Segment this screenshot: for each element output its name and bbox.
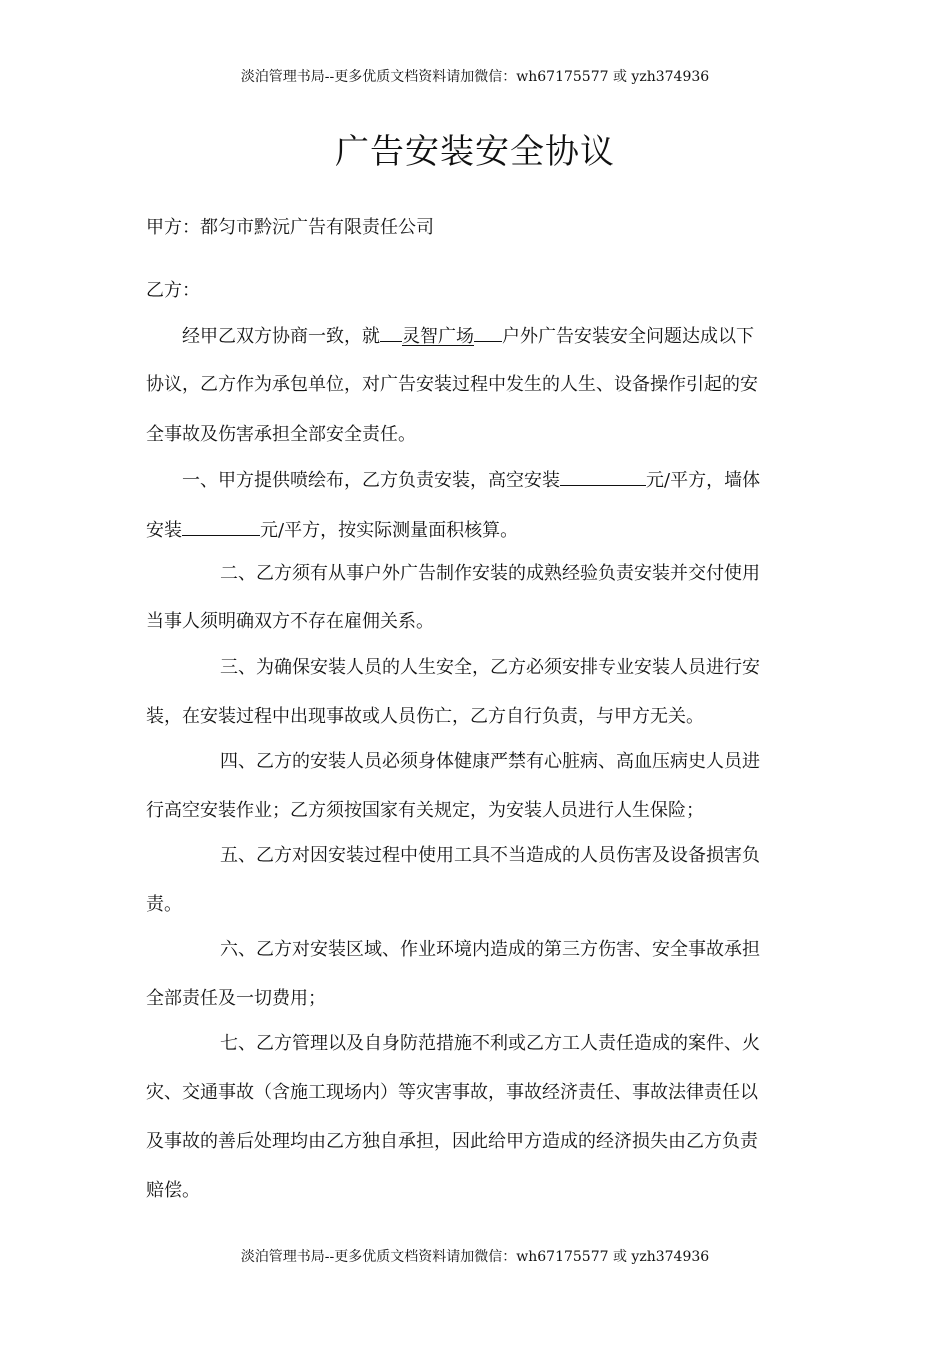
- blank-line: [474, 321, 502, 342]
- clause-1-line-1: [146, 465, 806, 495]
- price-blank-wall: [182, 515, 260, 536]
- clause-7-line-4: 赔偿。: [146, 1180, 200, 1201]
- clause-1-text-c: 安装: [146, 520, 182, 541]
- intro-line-1: [146, 321, 806, 351]
- intro-line-2: 协议，乙方作为承包单位，对广告安装过程中发生的人生、设备操作引起的安: [146, 374, 758, 395]
- clause-7-line-2: 灾、交通事故（含施工现场内）等灾害事故，事故经济责任、事故法律责任以: [146, 1082, 758, 1103]
- clause-6-line-2: 全部责任及一切费用；: [146, 988, 326, 1009]
- clause-1-text-d: 元/平方，按实际测量面积核算。: [260, 520, 519, 541]
- clause-3-line-2: 装，在安装过程中出现事故或人员伤亡，乙方自行负责，与甲方无关。: [146, 706, 704, 727]
- blank-line: [380, 321, 402, 342]
- price-blank-high: [560, 465, 646, 486]
- party-b: 乙方：: [146, 280, 200, 301]
- intro-suffix: 户外广告安装安全问题达成以下: [502, 326, 754, 347]
- party-a: 甲方：都匀市黔沅广告有限责任公司: [146, 217, 434, 238]
- clause-4-line-2: 行高空安装作业；乙方须按国家有关规定，为安装人员进行人生保险；: [146, 800, 704, 821]
- clause-6-line-1: 六、乙方对安装区域、作业环境内造成的第三方伤害、安全事故承担: [220, 939, 760, 960]
- footer-note: 淡泊管理书局--更多优质文档资料请加微信：wh67175577 或 yzh374936: [240, 1249, 710, 1265]
- clause-2-line-1: 二、乙方须有从事户外广告制作安装的成熟经验负责安装并交付使用: [220, 563, 760, 584]
- intro-line-3: 全事故及伤害承担全部安全责任。: [146, 424, 416, 445]
- clause-4-line-1: 四、乙方的安装人员必须身体健康严禁有心脏病、高血压病史人员进: [220, 751, 760, 772]
- clause-7-line-1: 七、乙方管理以及自身防范措施不利或乙方工人责任造成的案件、火: [220, 1033, 760, 1054]
- document-title: 广告安装安全协议: [335, 132, 615, 172]
- clause-1-text-b: 元/平方，墙体: [646, 470, 761, 491]
- intro-prefix: 经甲乙双方协商一致，就: [182, 326, 380, 347]
- header-note: 淡泊管理书局--更多优质文档资料请加微信：wh67175577 或 yzh374936: [240, 69, 710, 85]
- clause-3-line-1: 三、为确保安装人员的人生安全，乙方必须安排专业安装人员进行安: [220, 657, 760, 678]
- clause-5-line-2: 责。: [146, 894, 182, 915]
- clause-5-line-1: 五、乙方对因安装过程中使用工具不当造成的人员伤害及设备损害负: [220, 845, 760, 866]
- clause-1-text-a: 一、甲方提供喷绘布，乙方负责安装，高空安装: [182, 470, 560, 491]
- clause-7-line-3: 及事故的善后处理均由乙方独自承担，因此给甲方造成的经济损失由乙方负责: [146, 1131, 758, 1152]
- clause-1-line-2: [146, 515, 806, 545]
- intro-place: 灵智广场: [402, 326, 474, 347]
- clause-2-line-2: 当事人须明确双方不存在雇佣关系。: [146, 611, 434, 632]
